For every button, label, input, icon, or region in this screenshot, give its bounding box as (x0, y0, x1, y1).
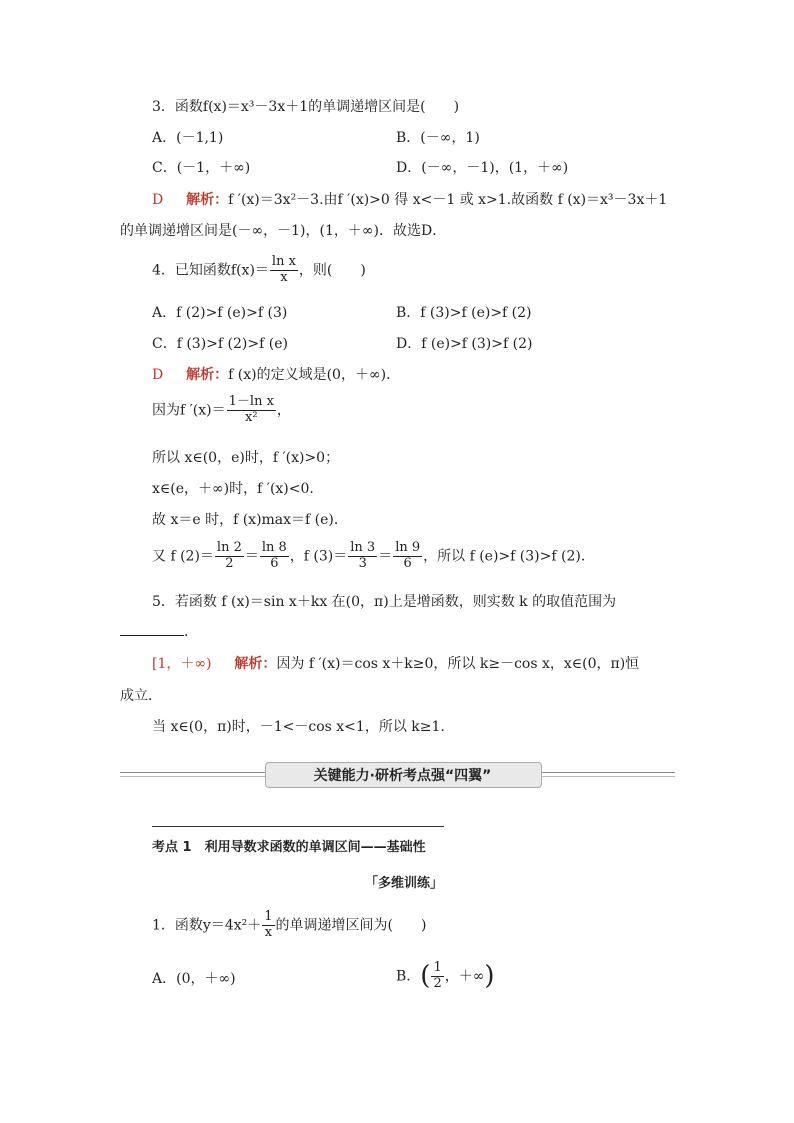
section-banner-title: 关键能力·研析考点强“四翼” (313, 768, 492, 784)
q4-frac-ln8 (260, 541, 289, 572)
q4-f3-den: 3 (358, 555, 367, 571)
q4-stem-fraction (270, 255, 298, 286)
q5-solution-line2: 成立． (120, 688, 162, 704)
n1-frac-num: 1 (264, 909, 273, 924)
topic-rule (152, 826, 444, 827)
q5-answer-blank (120, 623, 184, 636)
q4-solution-line5: 故 x＝e 时，f (x)max＝f (e)． (152, 512, 348, 528)
n1-optb-rparen: ) (484, 961, 495, 991)
q4-line6-a: 又 f (2)＝ (152, 548, 214, 565)
q4-stem-post: ，则( ) (298, 262, 366, 279)
q4-frac-ln9 (393, 541, 422, 572)
topic-heading: 考点 1 利用导数求函数的单调区间——基础性 (152, 840, 426, 855)
n1-optb-den: 2 (433, 976, 442, 992)
q5-solution-line3: 当 x∈(0，π)时，－1<－cos x<1，所以 k≥1. (152, 719, 445, 735)
q4-f2-den: 6 (270, 555, 279, 571)
n1-stem-fraction (262, 910, 274, 941)
q5-stem-line2 (120, 623, 198, 641)
q4-solution-line1 (152, 367, 400, 384)
q4-deriv-num: 1－ln x (228, 394, 274, 409)
n1-optb-post: ，＋∞ (444, 968, 485, 985)
q4-stem (152, 255, 366, 286)
n1-optb-pre: B． (396, 968, 421, 985)
n1-optb-num: 1 (433, 960, 442, 976)
q3-solution-label: 解析： (186, 192, 229, 208)
q3-solution-text1: f ′(x)＝3x²－3.由f ′(x)>0 得 x<－1 或 x>1.故函数 f (x)＝x³－3x＋1 (228, 192, 668, 208)
q4-option-a: A．f (2)>f (e)>f (3) (152, 305, 288, 321)
q4-derivative-line (152, 395, 291, 426)
q3-option-c: C．(－1，＋∞) (152, 160, 251, 176)
q4-eq2: ＝ (378, 548, 393, 565)
q4-deriv-den: x² (245, 409, 258, 425)
q3-option-b: B．(－∞，1) (396, 130, 480, 146)
q4-solution-label: 解析： (186, 367, 229, 383)
q4-f1-num: ln 2 (216, 540, 242, 555)
q3-answer: D (152, 192, 164, 208)
n1-option-a: A．(0，＋∞) (152, 971, 236, 987)
q3-option-d: D．(－∞，－1)，(1，＋∞) (396, 160, 569, 176)
q4-option-c: C．f (3)>f (2)>f (e) (152, 336, 288, 352)
n1-option-b (396, 961, 495, 992)
n1-stem-pre: 1．函数y＝4x²＋ (152, 917, 262, 934)
q3-solution-line2: 的单调递增区间是(－∞，－1)，(1，＋∞)．故选D． (120, 223, 447, 239)
n1-stem-post: 的单调递增区间为( ) (275, 917, 427, 934)
q4-f4-num: ln 9 (395, 540, 421, 555)
q5-solution-line1 (152, 656, 639, 673)
q4-line6-c: ，所以 f (e)>f (3)>f (2)． (423, 548, 595, 565)
q4-deriv-pre: 因为f ′(x)＝ (152, 402, 226, 419)
n1-frac-den: x (264, 924, 273, 940)
q4-frac-ln3 (348, 541, 377, 572)
q4-option-d: D．f (e)>f (3)>f (2) (396, 336, 533, 352)
q5-answer: [1，＋∞) (152, 656, 212, 672)
q3-solution-line1 (152, 192, 667, 209)
q3-option-a: A．(－1,1) (152, 130, 224, 146)
q4-solution-line4: x∈(e，＋∞)时，f ′(x)<0. (152, 481, 314, 497)
q5-solution-text1: 因为 f ′(x)＝cos x＋k≥0，所以 k≥－cos x，x∈(0，π)恒 (276, 656, 640, 672)
q4-f4-den: 6 (403, 555, 412, 571)
q4-frac-num: ln x (271, 254, 296, 269)
q5-solution-label: 解析： (234, 656, 277, 672)
drill-heading: 「多维训练」 (365, 876, 444, 891)
n1-optb-lparen: ( (420, 961, 431, 991)
q4-eq1: ＝ (244, 548, 259, 565)
q4-deriv-fraction (227, 395, 276, 426)
n1-optb-fraction (431, 961, 443, 992)
q4-line6-b: ，f (3)＝ (289, 548, 348, 565)
q4-option-b: B．f (3)>f (e)>f (2) (396, 305, 532, 321)
q4-stem-pre: 4．已知函数f(x)＝ (152, 262, 269, 279)
q4-f3-num: ln 3 (350, 540, 376, 555)
q4-deriv-post: ， (276, 402, 291, 419)
q5-stem-line1: 5．若函数 f (x)＝sin x＋kx 在(0，π)上是增函数，则实数 k 的取值范围为 (152, 594, 617, 610)
q4-solution-text1: f (x)的定义域是(0，＋∞)． (228, 367, 401, 383)
q4-f1-den: 2 (225, 555, 234, 571)
q5-stem-end: ． (184, 624, 198, 640)
q4-frac-ln2 (215, 541, 244, 572)
q3-stem: 3．函数f(x)＝x³－3x＋1的单调递增区间是( ) (152, 99, 460, 115)
q4-f2-num: ln 8 (261, 540, 287, 555)
q4-solution-line6 (152, 541, 595, 572)
n1-stem (152, 910, 426, 941)
q4-frac-den: x (280, 269, 288, 285)
q4-solution-line3: 所以 x∈(0，e)时，f ′(x)>0； (152, 450, 340, 466)
q4-answer: D (152, 367, 164, 383)
